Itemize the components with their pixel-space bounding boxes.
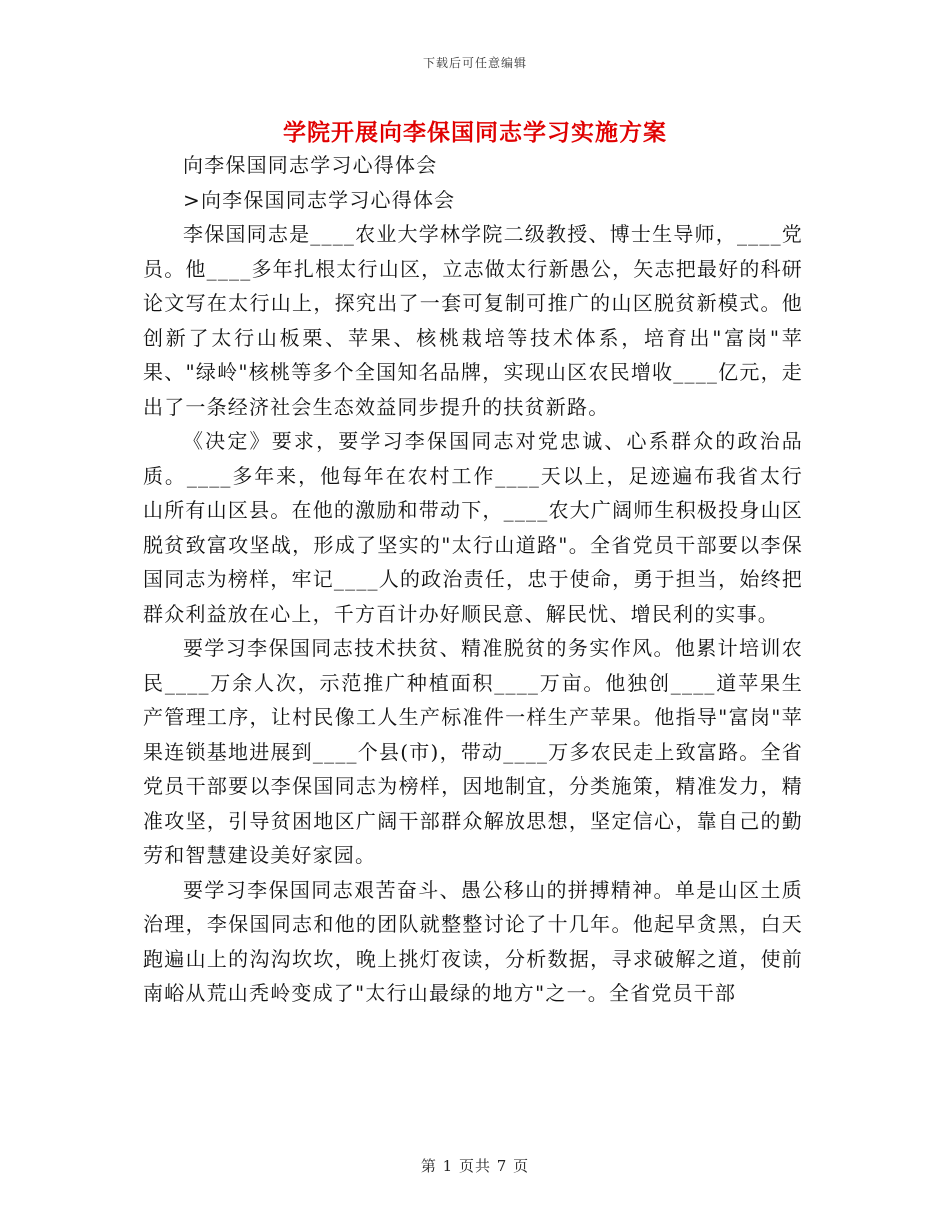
document-title: 学院开展向李保国同志学习实施方案	[283, 119, 667, 146]
body-paragraph: 《决定》要求，要学习李保国同志对党忠诚、心系群众的政治品质。____多年来，他每年在农村工作____天以上，足迹遍布我省太行山所有山区县。在他的激励和带动下，____农大广阔师生积极投身山区脱贫致富攻坚战，形成了坚实的"太行山道路"。全省党员干部要以李保国同志为榜样，牢记____人的政治责任，忠于使命，勇于担当，始终把群众利益放在心上，千方百计办好顺民意、解民忧、增民利的实事。	[143, 429, 803, 626]
document-body	[143, 148, 803, 1011]
page-number: 第 1 页共 7 页	[420, 1157, 530, 1175]
body-paragraph: 要学习李保国同志技术扶贫、精准脱贫的务实作风。他累计培训农民____万余人次，示范推广种植面积____万亩。他独创____道苹果生产管理工序，让村民像工人生产标准件一样生产苹果。他指导"富岗"苹果连锁基地进展到____个县(市)，带动____万多农民走上致富路。全省党员干部要以李保国同志为榜样，因地制宜，分类施策，精准发力，精准攻坚，引导贫困地区广阔干部群众解放思想，坚定信心，靠自己的勤劳和智慧建设美好家园。	[143, 636, 803, 867]
body-paragraph: 要学习李保国同志艰苦奋斗、愚公移山的拼搏精神。单是山区土质治理，李保国同志和他的团队就整整讨论了十几年。他起早贪黑，白天跑遍山上的沟沟坎坎，晚上挑灯夜读，分析数据，寻求破解之道，使前南峪从荒山秃岭变成了"太行山最绿的地方"之一。全省党员干部	[143, 877, 803, 1005]
page-header-note: 下载后可任意编辑	[422, 56, 527, 70]
subtitle-line: 向李保国同志学习心得体会	[183, 153, 438, 177]
body-paragraph: 李保国同志是____农业大学林学院二级教授、博士生导师，____党员。他____多年扎根太行山区，立志做太行新愚公，矢志把最好的科研论文写在太行山上，探究出了一套可复制可推广的山区脱贫新模式。他创新了太行山板栗、苹果、核桃栽培等技术体系，培育出"富岗"苹果、"绿岭"核桃等多个全国知名品牌，实现山区农民增收____亿元，走出了一条经济社会生态效益同步提升的扶贫新路。	[143, 222, 803, 419]
subtitle-line: >向李保国同志学习心得体会	[183, 187, 456, 212]
